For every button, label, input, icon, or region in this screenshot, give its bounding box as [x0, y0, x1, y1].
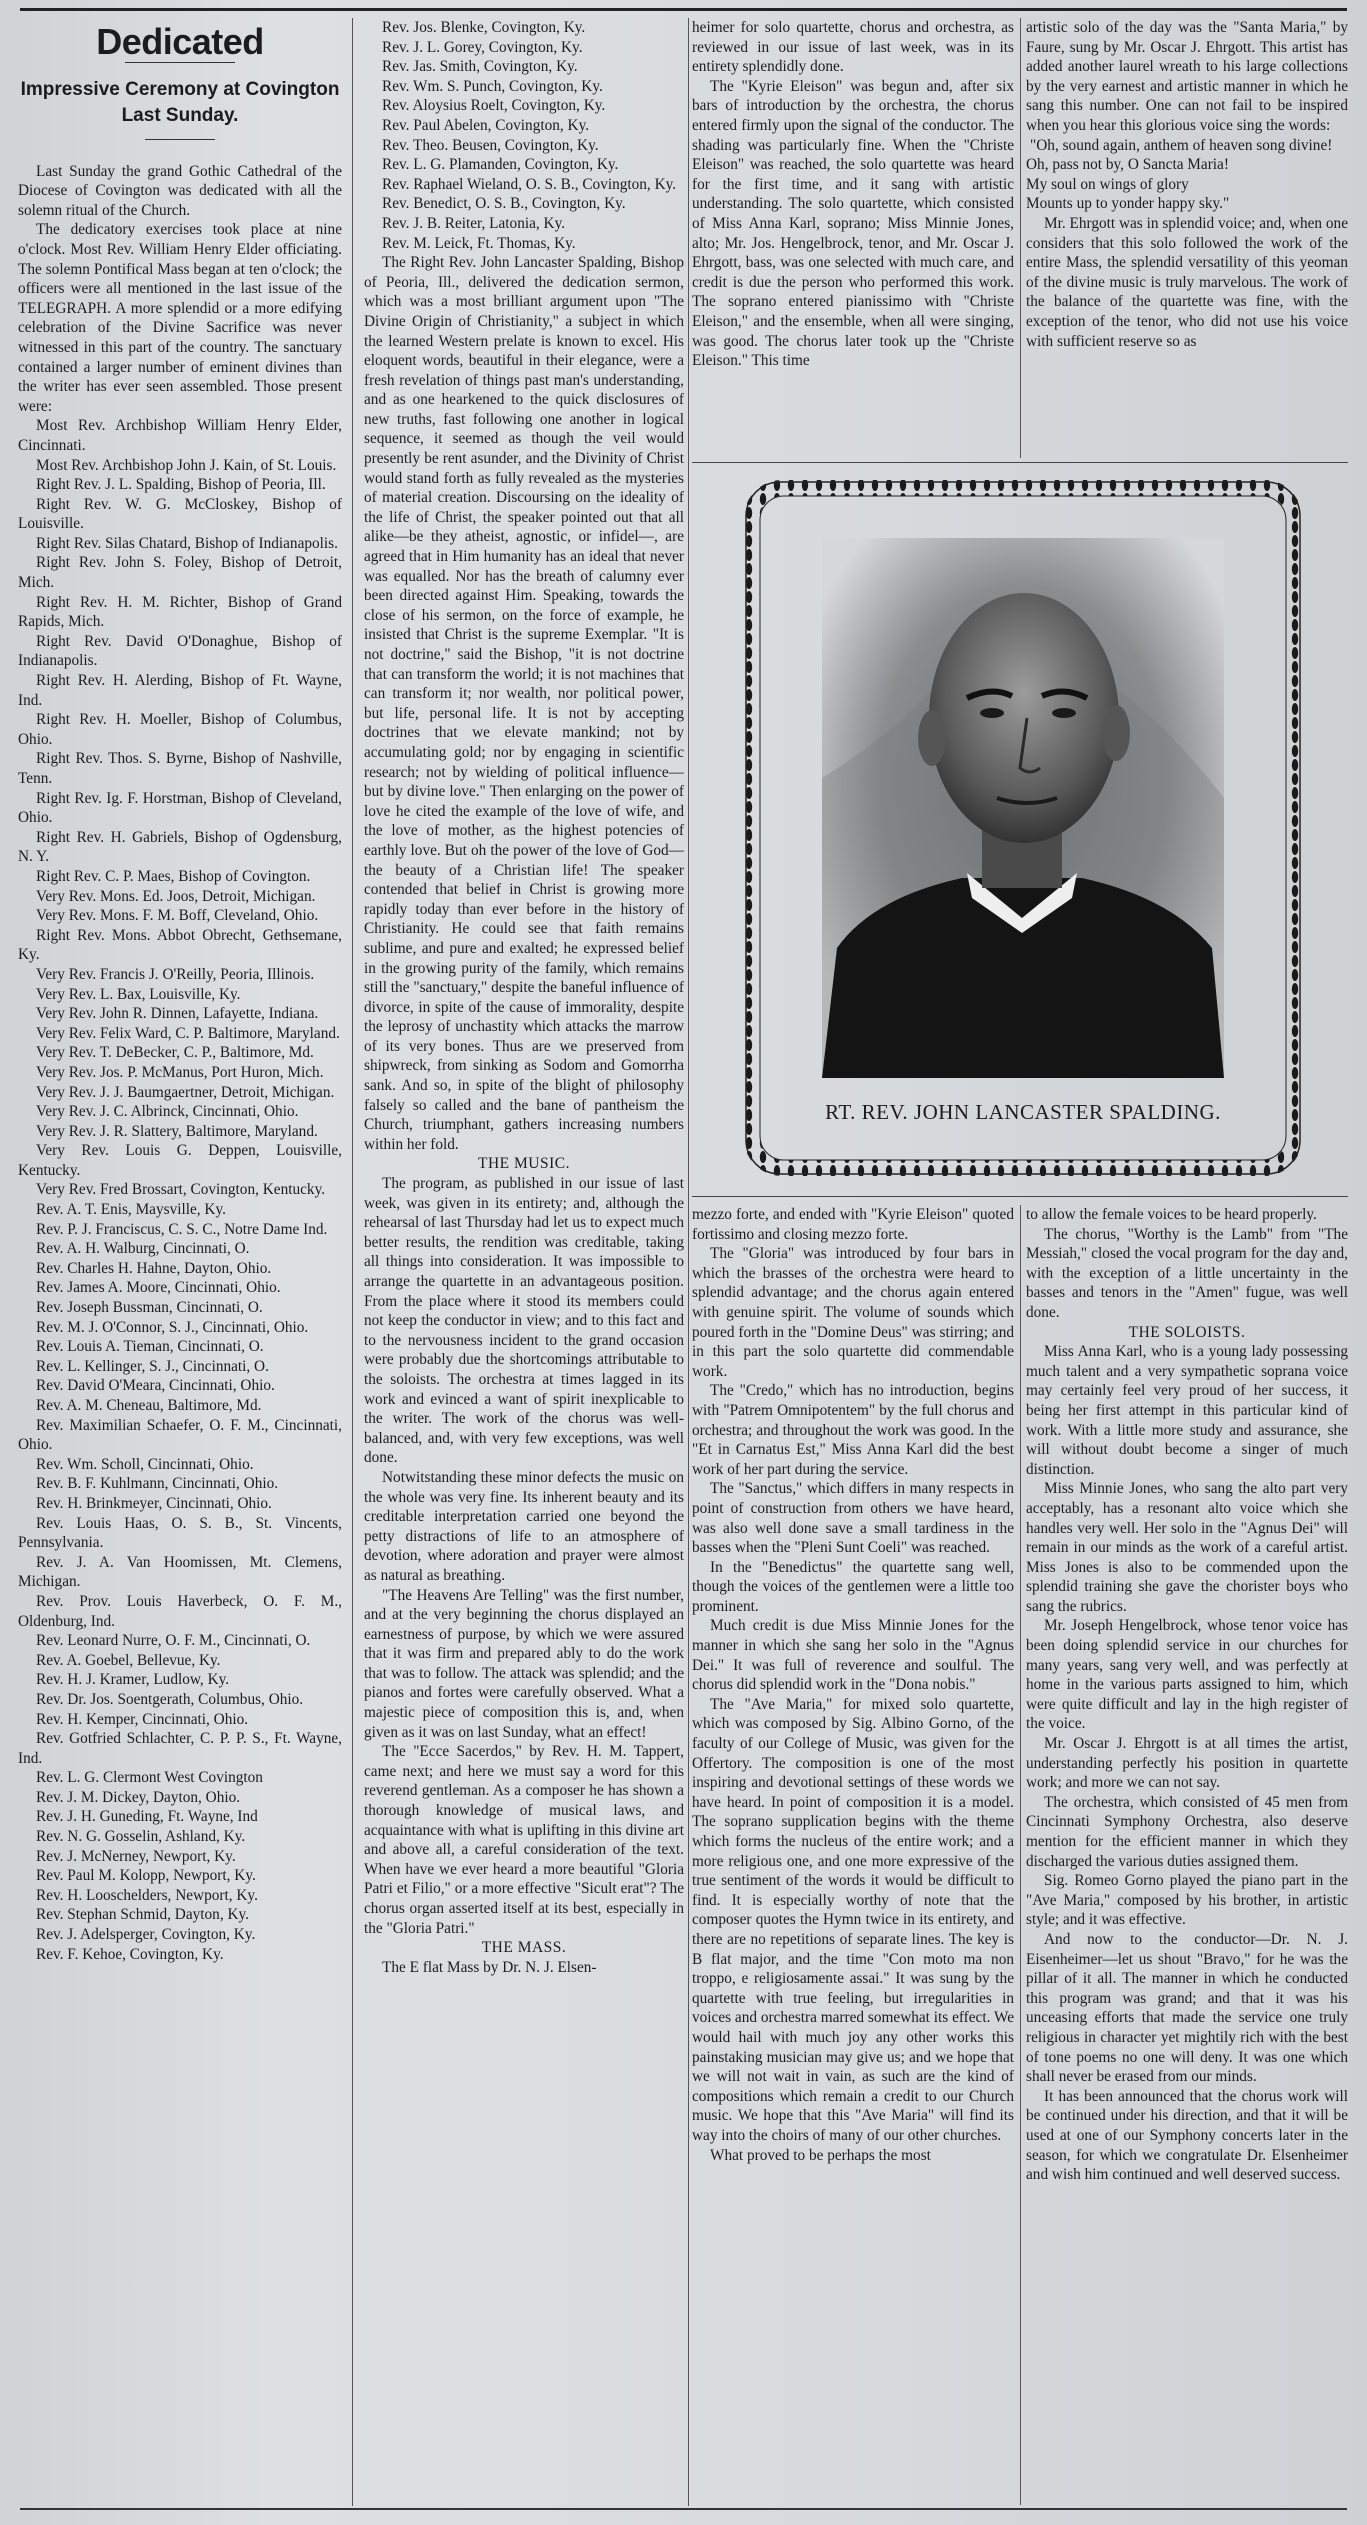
- clergy-entry: Rev. A. T. Enis, Maysville, Ky.: [36, 1201, 226, 1219]
- portrait-caption: RT. REV. JOHN LANCASTER SPALDING.: [825, 1100, 1221, 1124]
- clergy-entry: Rev. Jos. Blenke, Covington, Ky.: [382, 19, 586, 36]
- clergy-entry: Very Rev. L. Bax, Louisville, Ky.: [36, 985, 241, 1003]
- clergy-entry: Rev. J. L. Gorey, Covington, Ky.: [382, 38, 583, 56]
- clergy-entry: Right Rev. Thos. S. Byrne, Bishop of Nashville, Tenn.: [18, 750, 342, 787]
- clergy-entry: Very Rev. J. C. Albrinck, Cincinnati, Ohio.: [36, 1103, 299, 1121]
- clergy-entry: Most Rev. Archbishop William Henry Elder, Cincinnati.: [18, 417, 342, 454]
- soloist-paragraph: Miss Anna Karl, who is a young lady possessing much talent and a very sympathetic soprana voice may certainly feel very proud of her success, it being her first attempt in this particular kind of work. With a little more study and assurance, she will without doubt become a singer of much distinction.: [1026, 1343, 1348, 1478]
- verse-line: My soul on wings of glory: [1026, 175, 1189, 193]
- clergy-entry: Very Rev. Fred Brossart, Covington, Kentucky.: [36, 1181, 326, 1199]
- clergy-entry: Very Rev. J. R. Slattery, Baltimore, Maryland.: [36, 1122, 318, 1140]
- deck: Impressive Ceremony at Covington Last Sunday.: [20, 78, 340, 126]
- clergy-entry: Right Rev. John S. Foley, Bishop of Detroit, Mich.: [18, 554, 342, 592]
- clergy-entry: Very Rev. Felix Ward, C. P. Baltimore, Maryland.: [36, 1024, 340, 1042]
- clergy-entry: Rev. P. J. Franciscus, C. S. C., Notre Dame Ind.: [36, 1220, 328, 1238]
- clergy-entry: Rev. Maximilian Schaefer, O. F. M., Cincinnati, Ohio.: [18, 1416, 342, 1454]
- clergy-entry: Rev. H. Looschelders, Newport, Ky.: [36, 1886, 258, 1904]
- music-paragraph: The program, as published in our issue of last week, was given in its entirety; and, although the rehearsal of last Thursday had let us to expect much better results, the rendition was creditable, taking all things into consideration. It was impossible to arrange the quartette in an advantageous position. From the place where it stood its members could not keep the conductor in view; and to this fact and to the nervousness incident to the grand occasion were probably due the shortcomings attributable to the soloists. The orchestra at times lagged in its work and evinced a want of spirit inexplicable to the writer. The work of the chorus was well-balanced, and, with very few exceptions, was well done.: [364, 1175, 684, 1467]
- column-divider: [1020, 18, 1021, 458]
- clergy-entry: Rev. J. B. Reiter, Latonia, Ky.: [382, 214, 566, 232]
- clergy-entry: Right Rev. David O'Donaghue, Bishop of Indianapolis.: [18, 632, 342, 670]
- clergy-entry: Right Rev. H. Alerding, Bishop of Ft. Wayne, Ind.: [18, 672, 342, 709]
- verse-line: Oh, pass not by, O Sancta Maria!: [1026, 156, 1229, 174]
- clergy-entry: Rev. Paul Abelen, Covington, Ky.: [382, 116, 590, 134]
- clergy-entry: Right Rev. Silas Chatard, Bishop of Indianapolis.: [36, 534, 338, 552]
- verse-line: Mounts up to yonder happy sky.": [1026, 195, 1230, 213]
- soloists-heading: THE SOLOISTS.: [1128, 1323, 1246, 1341]
- column-4-bottom: [1026, 1205, 1348, 2505]
- column-3-bottom: [692, 1205, 1014, 2505]
- soloist-paragraph: Mr. Joseph Hengelbrock, whose tenor voice has been doing splendid service in our churches for many years, sang very well, and was perfectly at home in the various parts assigned to him, which were quite difficult and lay in the high register of the voice.: [1026, 1617, 1348, 1733]
- clergy-entry: Very Rev. T. DeBecker, C. P., Baltimore, Md.: [36, 1044, 314, 1062]
- clergy-entry: Rev. Aloysius Roelt, Covington, Ky.: [382, 97, 606, 115]
- clergy-entry: Very Rev. Mons. Ed. Joos, Detroit, Michigan.: [36, 887, 316, 905]
- clergy-entry: Rev. Raphael Wieland, O. S. B., Covington, Ky.: [382, 175, 677, 193]
- clergy-entry: Rev. Wm. S. Punch, Covington, Ky.: [382, 77, 603, 95]
- mass-continued: heimer for solo quartette, chorus and orchestra, as reviewed in our issue of last week, was in its entirety splendidly done.: [692, 19, 1014, 76]
- clergy-entry: Rev. Stephan Schmid, Dayton, Ky.: [36, 1906, 249, 1924]
- clergy-entry: Very Rev. Louis G. Deppen, Louisville, Kentucky.: [18, 1142, 342, 1179]
- kyrie-paragraph: The "Kyrie Eleison" was begun and, after six bars of introduction by the orchestra, the chorus entered firmly upon the signal of the conductor. The shading was particularly fine. When the "Christe Eleison" was reached, the solo quartette was heard for the first time, and it sang with artistic understanding. The solo quartette, which consisted of Miss Anna Karl, soprano; Miss Minnie Jones, alto; Mr. Jos. Hengelbrock, tenor, and Mr. Oscar J. Ehrgott, bass, was one selected with much care, and credit is due the person who performed this work. The soprano entered pianissimo with "Christe Eleison," and the ensemble, when all were singing, was good. The chorus later took up the "Christe Eleison." This time: [692, 77, 1014, 370]
- closing-paragraph: It has been announced that the chorus work will be continued under his direction, and that it will be used at one of our Symphony concerts later in the season, for which we congratulate Dr. Elsenheimer and wish him continued and well deserved success.: [1026, 2087, 1348, 2184]
- clergy-entry: Rev. Theo. Beusen, Covington, Ky.: [382, 136, 599, 154]
- clergy-entry: Right Rev. H. Moeller, Bishop of Columbus, Ohio.: [18, 711, 342, 748]
- clergy-entry: Very Rev. J. J. Baumgaertner, Detroit, Michigan.: [36, 1083, 335, 1101]
- column-1: [18, 18, 342, 2506]
- clergy-entry: Rev. L. G. Plamanden, Covington, Ky.: [382, 156, 619, 174]
- soloist-paragraph: Mr. Oscar J. Ehrgott is at all times the artist, understanding perfectly his position in quartette work; and more we can not say.: [1026, 1735, 1348, 1792]
- clergy-entry: Right Rev. C. P. Maes, Bishop of Covington.: [36, 867, 311, 885]
- clergy-entry: Rev. Paul M. Kolopp, Newport, Ky.: [36, 1867, 256, 1885]
- clergy-entry: Very Rev. Jos. P. McManus, Port Huron, Mich.: [36, 1063, 324, 1081]
- clergy-entry: Rev. Jas. Smith, Covington, Ky.: [382, 58, 578, 76]
- clergy-entry: Rev. Wm. Scholl, Cincinnati, Ohio.: [36, 1455, 254, 1473]
- clergy-entry: Rev. Benedict, O. S. B., Covington, Ky.: [382, 195, 626, 213]
- headline: Dedicated: [96, 21, 264, 62]
- clergy-entry: Right Rev. H. M. Richter, Bishop of Grand Rapids, Mich.: [18, 593, 342, 631]
- column-divider: [1020, 1205, 1021, 2505]
- top-rule: [20, 8, 1347, 11]
- intro-paragraph: Last Sunday the grand Gothic Cathedral of the Diocese of Covington was dedicated with all the solemn ritual of the Church.: [18, 162, 342, 219]
- music-paragraph: Notwitstanding these minor defects the music on the whole was very fine. Its inherent beauty and its creditable interpretation carried one beyond the petty distractions of life to an atmosphere of devotion, where adoration and prayer were almost as natural as breathing.: [364, 1468, 684, 1584]
- music-paragraph: "The Heavens Are Telling" was the first number, and at the very beginning the chorus displayed an earnestness of purpose, by which we were assured that it was firm and prepared ably to do the work that was to follow. The attack was splendid; and the pianos and fortes were carefully observed. What a majestic piece of composition this is, and, when given as it was on last Sunday, what an effect!: [364, 1586, 684, 1741]
- clergy-entry: Rev. J. McNerney, Newport, Ky.: [36, 1847, 236, 1865]
- clergy-entry: Rev. Joseph Bussman, Cincinnati, O.: [36, 1299, 263, 1317]
- music-paragraph: The "Ecce Sacerdos," by Rev. H. M. Tappert, came next; and here we must say a word for this reverend gentleman. As a composer he has shown a thorough knowledge of musical laws, and acquaintance with what is uplifting in this divine art and above all, a careful consideration of the text. When have we ever heard a more beautiful "Gloria Patri et Filio," or a more effective "Sicult erat"? The chorus organ asserted itself at its best, especially in the "Gloria Patri.": [364, 1743, 684, 1937]
- kyrie-end: mezzo forte, and ended with "Kyrie Eleison" quoted fortissimo and closing mezzo forte.: [692, 1206, 1014, 1243]
- clergy-entry: Rev. H. Kemper, Cincinnati, Ohio.: [36, 1710, 249, 1728]
- deck-divider: [145, 139, 215, 140]
- clergy-entry: Rev. M. J. O'Connor, S. J., Cincinnati, Ohio.: [36, 1318, 309, 1336]
- clergy-entry: Right Rev. Mons. Abbot Obrecht, Gethsemane, Ky.: [18, 926, 342, 964]
- clergy-entry: Rev. H. J. Kramer, Ludlow, Ky.: [36, 1671, 230, 1689]
- clergy-entry: Rev. N. G. Gosselin, Ashland, Ky.: [36, 1828, 246, 1846]
- closing-fragment: What proved to be perhaps the most: [710, 2146, 931, 2164]
- portrait-top-rule: [692, 462, 1348, 463]
- santa-maria-paragraph: artistic solo of the day was the "Santa Maria," by Faure, sung by Mr. Oscar J. Ehrgott. This artist has added another laurel wreath to his large collections by the very earnest and artistic manner in which he sang this number. One can not fail to be inspired when you hear this glorious voice sing the words:: [1026, 19, 1348, 134]
- music-heading: THE MUSIC.: [478, 1155, 570, 1173]
- messiah-paragraph: The chorus, "Worthy is the Lamb" from "The Messiah," closed the vocal program for the day and, with the exception of a little uncertainty in the basses and tenors in the "Amen" fugue, was well done.: [1026, 1225, 1348, 1321]
- clergy-entry: Rev. Leonard Nurre, O. F. M., Cincinnati, O.: [36, 1632, 311, 1650]
- clergy-entry: Rev. J. M. Dickey, Dayton, Ohio.: [36, 1788, 241, 1806]
- clergy-entry: Right Rev. W. G. McCloskey, Bishop of Louisville.: [18, 495, 342, 533]
- clergy-entry: Most Rev. Archbishop John J. Kain, of St. Louis.: [36, 456, 337, 474]
- clergy-entry: Rev. F. Kehoe, Covington, Ky.: [36, 1945, 224, 1963]
- ehrgott-paragraph: Mr. Ehrgott was in splendid voice; and, when one considers that this solo followed the work of the entire Mass, the splendid versatility of this yeoman of the divine music is truly marvelous. The work of the balance of the quartette was fine, with the exception of the tenor, who did not use his voice with sufficient reserve so as: [1026, 214, 1348, 350]
- piano-paragraph: Sig. Romeo Gorno played the piano part in the "Ave Maria," composed by his brother, in artistic style; and it was effective.: [1026, 1872, 1348, 1929]
- clergy-entry: Rev. J. H. Guneding, Ft. Wayne, Ind: [36, 1808, 258, 1826]
- clergy-entry: Rev. J. Adelsperger, Covington, Ky.: [36, 1926, 256, 1944]
- soloist-paragraph: Miss Minnie Jones, who sang the alto part very acceptably, has a resonant alto voice which she handles very well. Her solo in the "Agnus Dei" will remain in our minds as the work of a careful artist. Miss Jones is also to be commended upon the splendid training she gave the chorister boys who sang the rubrics.: [1026, 1480, 1348, 1615]
- clergy-entry: Rev. David O'Meara, Cincinnati, Ohio.: [36, 1377, 275, 1395]
- clergy-entry: Rev. L. Kellinger, S. J., Cincinnati, O.: [36, 1357, 269, 1375]
- clergy-entry: Rev. Gotfried Schlachter, C. P. P. S., Ft. Wayne, Ind.: [18, 1730, 342, 1767]
- clergy-entry: Rev. A. Goebel, Bellevue, Ky.: [36, 1651, 221, 1669]
- clergy-entry: Rev. A. H. Walburg, Cincinnati, O.: [36, 1240, 250, 1258]
- clergy-entry: Rev. A. M. Cheneau, Baltimore, Md.: [36, 1397, 262, 1414]
- clergy-entry: Very Rev. Francis J. O'Reilly, Peoria, Illinois.: [36, 965, 315, 983]
- column-divider: [688, 18, 689, 2506]
- agnus-dei-paragraph: Much credit is due Miss Minnie Jones for the manner in which she sang her solo in the "Agnus Dei." It was full of reverence and soulful. The chorus did splendid work in the "Dona nobis.": [692, 1617, 1014, 1694]
- clergy-entry: Rev. James A. Moore, Cincinnati, Ohio.: [36, 1279, 281, 1297]
- ave-maria-paragraph: The "Ave Maria," for mixed solo quartette, which was composed by Sig. Albino Gorno, of the faculty of our College of Music, was given for the Offertory. The composition is one of the most inspiring and devotional settings of these words we have heard. In point of composition it is a model. The soprano supplication begins with the theme which forms the nucleus of the entire work; and a more religious one, and one more expressive of the true sentiment of the words it would be difficult to find. It is especially worthy of note that the composer quotes the Hymn twice in its entirety, and there are no repetitions of separate lines. The key is B flat major, and the time "Con moto ma non troppo, e religiosamente assai." It was sung by the quartette with true feeling, but irregularities in voices and orchestra marred somewhat its effect. We would hail with much joy any other works this painstaking musician may give us; and we hope that we will not wait in vain, as such are the kind of compositions which remain a credit to our Church music. We hope that this "Ave Maria" will find its way into the choirs of many of our other churches.: [692, 1695, 1014, 2144]
- credo-paragraph: The "Credo," which has no introduction, begins with "Patrem Omnipotentem" by the full chorus and orchestra; and throughout the work was good. In the "Et in Carnatus Est," Miss Anna Karl did the best work of her part during the service.: [692, 1382, 1014, 1478]
- clergy-entry: Rev. Louis A. Tieman, Cincinnati, O.: [36, 1338, 264, 1356]
- clergy-entry: Rev. J. A. Van Hoomissen, Mt. Clemens, Michigan.: [18, 1553, 342, 1591]
- column-3-top: [692, 18, 1014, 458]
- clergy-entry: Right Rev. Ig. F. Horstman, Bishop of Cleveland, Ohio.: [18, 789, 342, 827]
- clergy-entry: Rev. Charles H. Hahne, Dayton, Ohio.: [36, 1259, 272, 1277]
- clergy-entry: Right Rev. H. Gabriels, Bishop of Ogdensburg, N. Y.: [18, 828, 342, 866]
- gloria-paragraph: The "Gloria" was introduced by four bars in which the brasses of the orchestra were heard to splendid advantage; and the chorus again entered with genuine spirit. The volume of sounds which poured forth in the "Domine Deus" was stirring; and in this part the solo quartette did commendable work.: [692, 1245, 1014, 1380]
- female-voices-fragment: to allow the female voices to be heard properly.: [1026, 1206, 1317, 1223]
- clergy-list-1: [18, 416, 342, 1964]
- orchestra-paragraph: The orchestra, which consisted of 45 men from Cincinnati Symphony Orchestra, also deserve mention for the efficient manner in which they discharged the various duties assigned them.: [1026, 1793, 1348, 1870]
- clergy-entry: Very Rev. Mons. F. M. Boff, Cleveland, Ohio.: [36, 907, 319, 925]
- clergy-entry: Very Rev. John R. Dinnen, Lafayette, Indiana.: [36, 1005, 319, 1023]
- clergy-entry: Rev. L. G. Clermont West Covington: [36, 1769, 263, 1787]
- portrait-bottom-rule: [692, 1196, 1348, 1197]
- clergy-entry: Rev. Prov. Louis Haverbeck, O. F. M., Oldenburg, Ind.: [18, 1592, 342, 1630]
- sermon-paragraph: The Right Rev. John Lancaster Spalding, Bishop of Peoria, Ill., delivered the dedication sermon, which was a most brilliant argument upon "The Divine Origin of Christianity," a subject in which the learned Western prelate is known to excel. His eloquent words, beautiful in their elegance, were a fresh revelation of things past man's understanding, and as one hearkened to the quick disclosures of new truths, fast following one another in logical sequence, it seemed as though the veil would presently be rent asunder, and the Divinity of Christ would stand forth as fully revealed as the mysteries of material creation. Discoursing on the ideality of the life of Christ, the speaker pointed out that all alike—be they atheist, agnostic, or infidel—, are agreed that in Him humanity has an ideal that never was equalled. Nor has the breath of calumny ever been directed against Him. Speaking, towards the close of his sermon, on the force of example, he insisted that Christ is the supreme Exemplar. "It is not doctrine," said the Bishop, "it is not doctrine that can transform the world; it is not machines that can transform it; nor wealth, nor political power, but life, personal life. It is not by accepting doctrines that we elevate mankind; not by accumulating gold; nor by engaging in scientific research; not by wielding of political influence—but by divine love." Then enlarging on the power of love he cited the example of the love of wife, and the love of mother, as the highest potencies of earthly love. But oh the power of the love of God—the beauty of a Christian life! The speaker contended that belief in Christ is growing more rapidly today than ever before in the history of Christianity. He could see that faith remains sublime, and pure and exalted; he expressed belief in the growing purity of the family, which remains still the "sanctuary," despite the baneful influence of divorce, in spite of the cause of immorality, despite the leprosy of unchastity which attacks the marrow of its very bones. Thus are we preserved from shipwreck, from sinking as Sodom and Gomorrha sank. And so, in spite of the blight of philosophy falsely so called and the bane of pantheism the Church, triumphant, gathers increasing numbers within her fold.: [364, 254, 684, 1153]
- clergy-entry: Rev. Dr. Jos. Soentgerath, Columbus, Ohio.: [36, 1690, 304, 1708]
- conductor-paragraph: And now to the conductor—Dr. N. J. Eisenheimer—let us shout "Bravo," for he was the pillar of it all. The manner in which he conducted this program was grand; and that it was his unceasing efforts that made the service one truly religious in character yet mightily rich with the best of tone poems no one will deny. It was one which shall never be erased from our minds.: [1026, 1930, 1348, 2086]
- benedictus-paragraph: In the "Benedictus" the quartette sang well, though the voices of the gentlemen were a little too prominent.: [692, 1558, 1014, 1615]
- portrait-illustration: [742, 478, 1304, 1178]
- intro-paragraph: The dedicatory exercises took place at nine o'clock. Most Rev. William Henry Elder officiating. The solemn Pontifical Mass began at ten o'clock; the officers were all mentioned in the last issue of the TELEGRAPH. A more splendid or a more edifying celebration of the Divine Sacrifice was never witnessed in this part of the country. The sanctuary contained a larger number of eminent divines than the writer has ever seen assembled. Those present were:: [18, 221, 342, 415]
- mass-paragraph: The E flat Mass by Dr. N. J. Elsen-: [382, 1958, 597, 1976]
- column-4-top: [1026, 18, 1348, 458]
- bottom-rule: [20, 2508, 1347, 2510]
- clergy-entry: Rev. B. F. Kuhlmann, Cincinnati, Ohio.: [36, 1475, 279, 1493]
- portrait-frame: [742, 478, 1304, 1178]
- clergy-entry: Right Rev. J. L. Spalding, Bishop of Peoria, Ill.: [36, 476, 326, 494]
- verse-line: "Oh, sound again, anthem of heaven song divine!: [1030, 136, 1333, 154]
- sanctus-paragraph: The "Sanctus," which differs in many respects in point of construction from others we have heard, was also well done save a small tardiness in the basses when the "Pleni Sunt Coeli" was reached.: [692, 1480, 1014, 1557]
- column-2: [364, 18, 684, 2506]
- clergy-list-2: [364, 18, 684, 253]
- clergy-entry: Rev. Louis Haas, O. S. B., St. Vincents, Pennsylvania.: [18, 1514, 342, 1552]
- mass-heading: THE MASS.: [481, 1939, 567, 1957]
- clergy-entry: Rev. H. Brinkmeyer, Cincinnati, Ohio.: [36, 1494, 272, 1512]
- clergy-entry: Rev. M. Leick, Ft. Thomas, Ky.: [382, 234, 576, 252]
- column-divider: [352, 18, 353, 2506]
